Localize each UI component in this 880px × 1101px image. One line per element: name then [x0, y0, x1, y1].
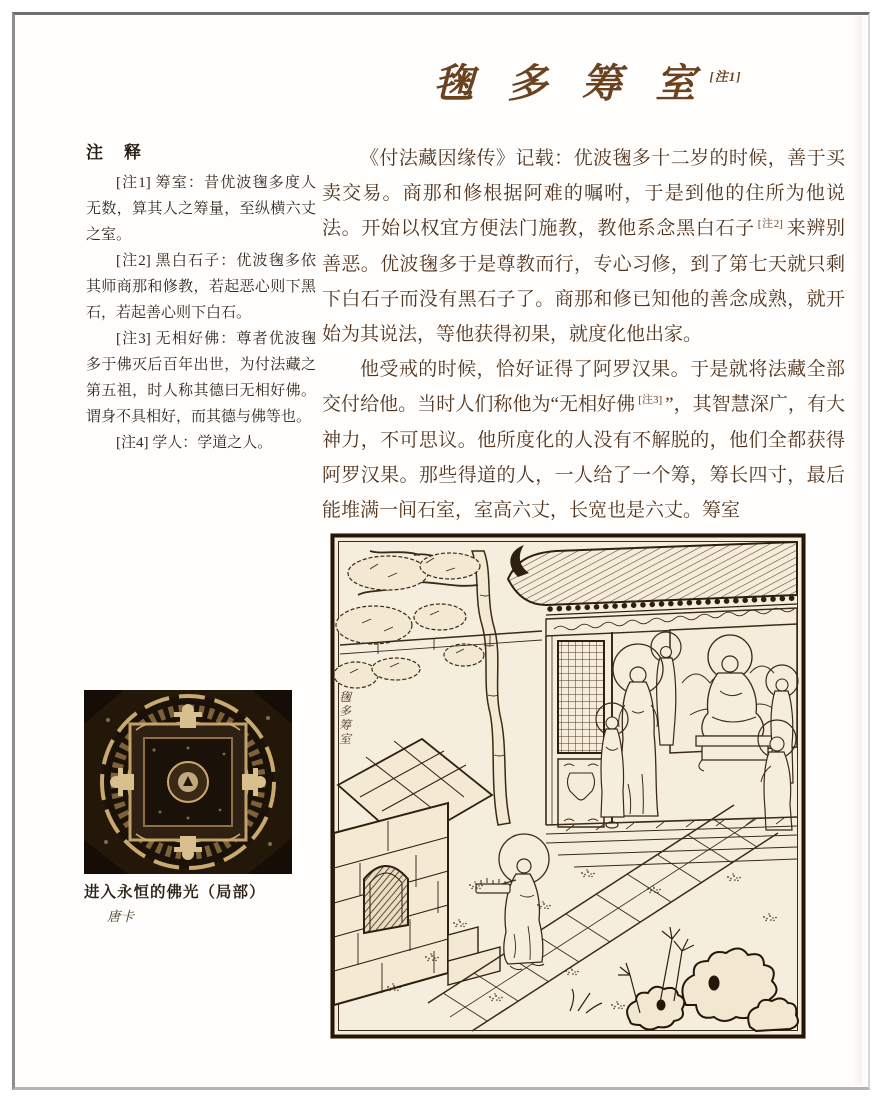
inscription-tally-room	[339, 690, 353, 746]
tally-tray	[476, 884, 510, 893]
inscription-char: 室	[338, 732, 352, 746]
inscription-char: 多	[338, 704, 352, 718]
woodcut-courtyard-scene	[330, 533, 806, 1039]
paragraph-text: 他受戒的时候，恰好证得了阿罗汉果。于是就将法藏全部交付给他。当时人们称他为“无相好佛	[322, 359, 845, 416]
annotations-column	[86, 140, 316, 456]
thangka-credit: 唐卡	[107, 909, 134, 924]
annotation-item: [注1] 筹室：昔优波毱多度人无数，算其人之筹量，至纵横六丈之室。	[86, 175, 316, 243]
thangka-image	[84, 690, 292, 874]
lattice-door	[558, 641, 604, 753]
main-text-column	[322, 141, 845, 528]
inline-note-ref: [注2]	[757, 218, 783, 231]
arch-window	[364, 866, 408, 933]
annotation-item: [注2] 黑白石子：优波毱多依其师商那和修教，若起恶心则下黑石，若起善心则下白石。	[86, 253, 316, 321]
paragraph-text: ”，其智慧深广，有大神力，不可思议。他所度化的人没有不解脱的，他们全都获得阿罗汉果。那些得道的人，一人给了一个筹，筹长四寸，最后能堆满一间石室，室高六丈，长宽也是六丈。筹室	[322, 394, 846, 522]
annotations-header: 注 释	[86, 143, 143, 162]
body-paragraph	[322, 352, 845, 528]
title-note-ref: [注1]	[709, 69, 742, 84]
page-title-text: 毱 多 筹 室	[433, 61, 708, 106]
inline-note-ref: [注3]	[638, 394, 663, 407]
page-gutter-shadow	[852, 16, 862, 1085]
paragraph-text: 《付法藏因缘传》记载：优波毱多十二岁的时候，善于买卖交易。商那和修根据阿难的嘱咐，于是到他的住所为他说法。开始以权宜方便法门施教，教他系念黑白石子	[322, 148, 845, 240]
body-paragraph	[322, 141, 845, 352]
annotation-item: [注3] 无相好佛：尊者优波毱多于佛灭后百年出世，为付法藏之第五祖，时人称其德曰无相好佛。谓身不具相好，而其德与佛等也。	[86, 331, 316, 425]
inscription-char: 毱	[338, 690, 352, 704]
throne	[696, 736, 774, 760]
inscription-char: 筹	[338, 718, 352, 732]
thangka-caption: 进入永恒的佛光（局部）	[84, 884, 266, 901]
mandala-graphic	[84, 690, 292, 874]
door-panel	[558, 759, 604, 827]
page-title	[330, 52, 845, 109]
woodcut-illustration	[330, 533, 806, 1039]
annotation-item: [注4] 学人：学道之人。	[116, 435, 273, 451]
paragraph-text: 来辨别善恶。优波毱多于是尊教而行，专心习修，到了第七天就只剩下白石子而没有黑石子了。商那和修已知他的善念成熟，就开始为其说法，等他获得初果，就度化他出家。	[322, 218, 845, 346]
